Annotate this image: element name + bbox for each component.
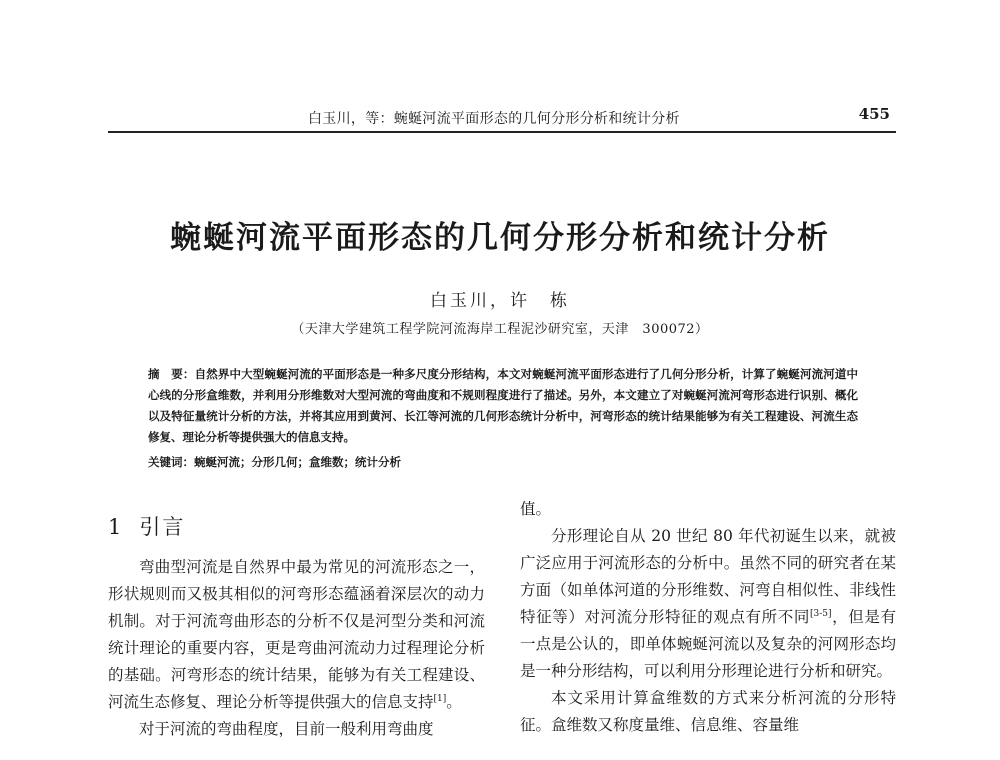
affiliation: （天津大学建筑工程学院河流海岸工程泥沙研究室，天津 300072） [291, 322, 709, 337]
running-header [108, 105, 896, 133]
citation[interactable]: [3-5] [810, 608, 832, 619]
keywords-text: 蜿蜒河流；分形几何；盒维数；统计分析 [194, 455, 401, 469]
paragraph-text: 弯曲型河流是自然界中最为常见的河流形态之一，形状规则而又极其相似的河弯形态蕴涵着深层次的动力机制。对于河流弯曲形态的分析不仅是河型分类和河流统计理论的重要内容，更是弯曲河流动力过程理论分析的基础。河弯形态的统计结果，能够为有关工程建设、河流生态修复、理论分析等提供强大的信息支持 [108, 558, 485, 711]
paragraph-text: 分形理论自从 20 世纪 80 年代初诞生以来，就被广泛应用于河流形态的分析中。虽然不同的研究者在某方面（如单体河道的分形维数、河弯自相似性、非线性特征等）对河流分形特征的观点有所不同 [520, 527, 896, 626]
paragraph [520, 523, 896, 685]
paragraph: 本文采用计算盒维数的方式来分析河流的分形特征。盒维数又称度量维、信息维、容量维 [520, 689, 896, 734]
section-number: 1 [108, 515, 124, 539]
keywords [148, 454, 858, 470]
abstract [148, 364, 858, 448]
section-heading [108, 511, 185, 541]
paper-title: 蜿蜒河流平面形态的几何分形分析和统计分析 [170, 220, 830, 256]
paragraph-continuation: 值。 [520, 500, 552, 518]
paragraph-end: 。 [446, 693, 462, 711]
section-title: 引言 [139, 515, 186, 539]
paragraph: 对于河流的弯曲程度，目前一般利用弯曲度 [139, 720, 434, 738]
running-title: 白玉川，等：蜿蜒河流平面形态的几何分形分析和统计分析 [308, 111, 680, 127]
page-number: 455 [858, 105, 890, 123]
paragraph-text-rest: ，但是有一点是公认的，即单体蜿蜒河流以及复杂的河网形态均是一种分形结构，可以利用分形理论进行分析和研究。 [520, 608, 896, 680]
abstract-text: 自然界中大型蜿蜒河流的平面形态是一种多尺度分形结构，本文对蜿蜒河流平面形态进行了几何分形分析，计算了蜿蜒河流河道中心线的分形盒维数，并利用分形维数对大型河流的弯曲度和不规则程度进行了描述。另外，本文建立了对蜿蜒河流河弯形态进行识别、概化以及特征量统计分析的方法，并将其应用到黄河、长江等河流的几何形态统计分析中，河弯形态的统计结果能够为有关工程建设、河流生态修复、理论分析等提供强大的信息支持。 [148, 367, 859, 444]
left-column [108, 554, 485, 743]
paragraph [108, 554, 485, 716]
keywords-label: 关键词： [148, 455, 194, 469]
citation[interactable]: [1] [433, 693, 447, 704]
abstract-label: 摘 要： [148, 367, 195, 381]
right-column [520, 496, 896, 739]
authors: 白玉川，许 栋 [430, 291, 570, 311]
